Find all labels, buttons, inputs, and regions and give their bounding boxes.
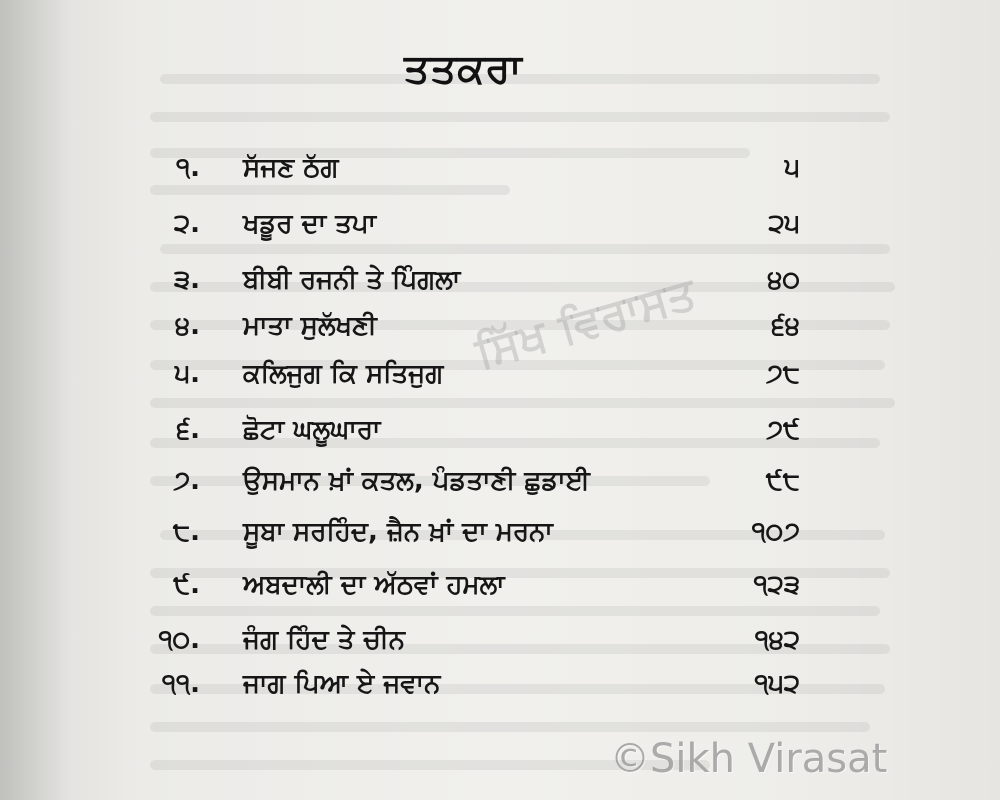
toc-page-number: ੨੫	[768, 209, 800, 239]
toc-entry	[0, 504, 1000, 560]
toc-title: ਖਡੂਰ ਦਾ ਤਪਾ	[243, 209, 377, 239]
toc-title: ਕਲਿਜੁਗ ਕਿ ਸਤਿਜੁਗ	[243, 359, 444, 389]
toc-number: ੯.	[173, 570, 200, 600]
toc-title: ਅਬਦਾਲੀ ਦਾ ਅੱਠਵਾਂ ਹਮਲਾ	[243, 570, 505, 600]
toc-entry	[0, 402, 1000, 458]
toc-page-number: ੭੯	[766, 415, 800, 445]
toc-page-number: ੧੨੩	[753, 570, 800, 600]
toc-page-number: ੭੮	[766, 359, 800, 389]
toc-number: ੪.	[175, 311, 200, 341]
toc-number: ੧.	[176, 153, 200, 183]
toc-page-number: ੧੦੭	[751, 517, 800, 547]
toc-number: ੧੦.	[158, 625, 200, 655]
toc-title: ਛੋਟਾ ਘਲੂਘਾਰਾ	[243, 415, 381, 445]
toc-title: ਬੀਬੀ ਰਜਨੀ ਤੇ ਪਿੰਗਲਾ	[243, 265, 461, 295]
toc-title: ਜੰਗ ਹਿੰਦ ਤੇ ਚੀਨ	[243, 625, 406, 655]
toc-number: ੧੧.	[161, 669, 200, 699]
toc-page-number: ੧੪੨	[754, 625, 800, 655]
page-title: ਤਤਕਰਾ	[404, 46, 523, 92]
toc-title: ਸੂਬਾ ਸਰਹਿੰਦ, ਜ਼ੈਨ ਖ਼ਾਂ ਦਾ ਮਰਨਾ	[243, 517, 553, 547]
toc-page-number: ੧੫੨	[754, 669, 800, 699]
toc-page-number: ੫	[784, 153, 800, 183]
toc-entry	[0, 557, 1000, 613]
toc-number: ੬.	[176, 415, 200, 445]
stamp-watermark: ਸਿੱਖ ਵਿਰਾਸਤ	[470, 267, 702, 380]
toc-entry	[0, 656, 1000, 712]
toc-title: ਮਾਤਾ ਸੁਲੱਖਣੀ	[243, 311, 377, 341]
toc-number: ੩.	[173, 265, 200, 295]
toc-entry	[0, 140, 1000, 196]
toc-number: ੨.	[173, 209, 200, 239]
toc-entry	[0, 196, 1000, 252]
copyright-watermark: ©Sikh Virasat	[610, 736, 888, 782]
toc-number: ੫.	[174, 359, 200, 389]
toc-page-number: ੪੦	[767, 265, 800, 295]
toc-number: ੮.	[172, 517, 200, 547]
toc-title: ਉਸਮਾਨ ਖ਼ਾਂ ਕਤਲ, ਪੰਡਤਾਣੀ ਛੁਡਾਈ	[243, 466, 590, 496]
toc-page-number: ੬੪	[771, 311, 800, 341]
toc-title: ਜਾਗ ਪਿਆ ਏ ਜਵਾਨ	[243, 669, 441, 699]
toc-page-number: ੯੮	[765, 466, 800, 496]
toc-number: ੭.	[173, 466, 200, 496]
toc-entry	[0, 453, 1000, 509]
toc-title: ਸੱਜਣ ਠੱਗ	[243, 153, 339, 183]
